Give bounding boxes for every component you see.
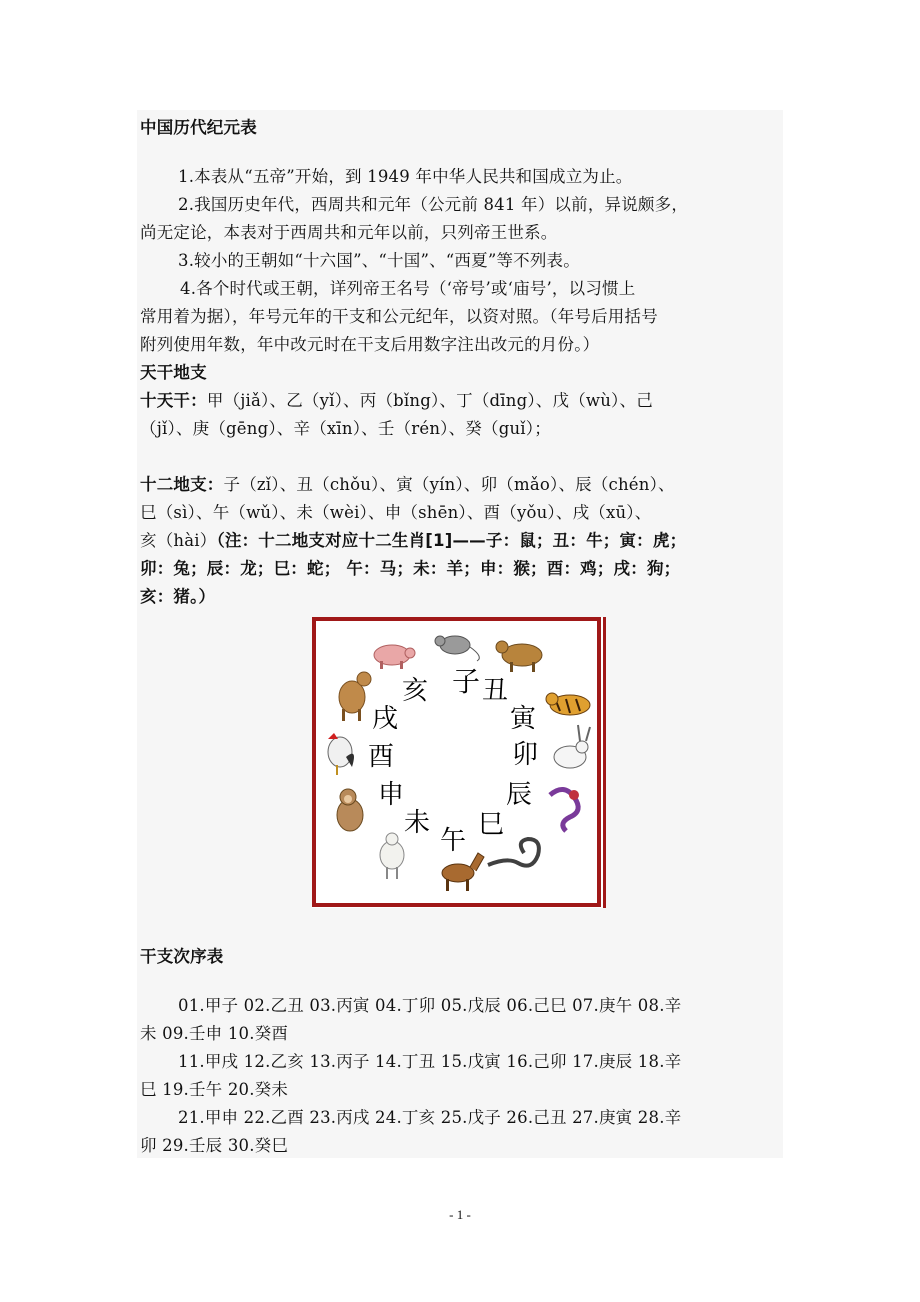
tiangan-line-1 (140, 387, 786, 415)
zodiac-char-chou: 丑 (482, 676, 509, 706)
intro-line-6: 常用着为据），年号元年的干支和公元纪年，以资对照。（年号后用括号 (140, 307, 658, 326)
ganzhi-line-1: 01.甲子 02.乙丑 03.丙寅 04.丁卯 05.戊辰 06.己巳 07.庚午 08.辛 (178, 996, 682, 1015)
zodiac-note: （注：十二地支对应十二生肖[1]——子：鼠；丑：牛；寅：虎； (216, 531, 687, 550)
dizhi-text-3: 亥（hài） (140, 531, 217, 550)
zodiac-char-wu: 午 (440, 826, 467, 856)
dizhi-line-2: 巳（sì）、午（wǔ）、未（wèi）、申（shēn）、酉（yǒu）、戌（xū）、 (140, 503, 652, 522)
dizhi-label: 十二地支： (140, 475, 224, 494)
dizhi-line-4: 卯：兔；辰：龙；巳：蛇； 午：马；未：羊；申：猴；酉：鸡；戌：狗； (140, 559, 681, 578)
intro-line-5: 4.各个时代或王朝，详列帝王名号（‘帝号’或‘庙号’，以习惯上 (180, 279, 636, 298)
intro-line-7: 附列使用年数，年中改元时在干支后用数字注出改元的月份。） (140, 335, 600, 354)
intro-line-2: 2.我国历史年代，西周共和元年（公元前 841 年）以前，异说颇多， (178, 195, 689, 214)
zodiac-char-chen: 辰 (506, 780, 533, 810)
section-ganzhi: 干支次序表 (140, 947, 224, 966)
zodiac-figure-svg (312, 617, 606, 908)
dizhi-text-1: 子（zǐ）、丑（chǒu）、寅（yín）、卯（mǎo）、辰（chén）、 (223, 475, 675, 494)
zodiac-char-zi: 子 (452, 665, 481, 698)
tiangan-label: 十天干： (140, 391, 207, 410)
intro-line-1: 1.本表从“五帝”开始，到 1949 年中华人民共和国成立为止。 (178, 167, 633, 186)
ganzhi-line-6: 卯 29.壬辰 30.癸巳 (140, 1136, 289, 1155)
intro-line-4: 3.较小的王朝如“十六国”、“十国”、“西夏”等不列表。 (178, 251, 580, 270)
zodiac-char-yin: 寅 (510, 704, 537, 734)
dizhi-line-1 (140, 471, 786, 499)
zodiac-char-hai: 亥 (402, 676, 429, 706)
zodiac-char-mao: 卯 (512, 740, 539, 770)
zodiac-char-xu: 戌 (372, 704, 399, 734)
zodiac-figure (312, 617, 606, 908)
zodiac-char-wei: 未 (404, 808, 431, 838)
tiangan-line-2: （jǐ）、庚（gēng）、辛（xīn）、壬（rén）、癸（guǐ）； (140, 419, 551, 438)
ganzhi-line-2: 未 09.壬申 10.癸酉 (140, 1024, 289, 1043)
zodiac-char-shen: 申 (378, 780, 405, 810)
dizhi-line-5: 亥：猪。） (140, 587, 216, 606)
figure-frame-edge (603, 617, 606, 908)
tiangan-text-1: 甲（jiǎ）、乙（yǐ）、丙（bǐng）、丁（dīng）、戊（wù）、己 (206, 391, 653, 410)
page-number: - 1 - (449, 1207, 471, 1222)
doc-title: 中国历代纪元表 (140, 118, 257, 137)
ganzhi-line-3: 11.甲戌 12.乙亥 13.丙子 14.丁丑 15.戊寅 16.己卯 17.庚辰 18.辛 (178, 1052, 682, 1071)
zodiac-char-you: 酉 (368, 742, 395, 772)
section-tiangan-dizhi: 天干地支 (140, 363, 207, 382)
intro-line-3: 尚无定论，本表对于西周共和元年以前，只列帝王世系。 (140, 223, 558, 242)
ganzhi-line-4: 巳 19.壬午 20.癸未 (140, 1080, 289, 1099)
zodiac-char-si: 巳 (478, 810, 505, 840)
dizhi-line-3 (140, 527, 786, 555)
ganzhi-line-5: 21.甲申 22.乙酉 23.丙戌 24.丁亥 25.戊子 26.己丑 27.庚寅 28.辛 (178, 1108, 682, 1127)
